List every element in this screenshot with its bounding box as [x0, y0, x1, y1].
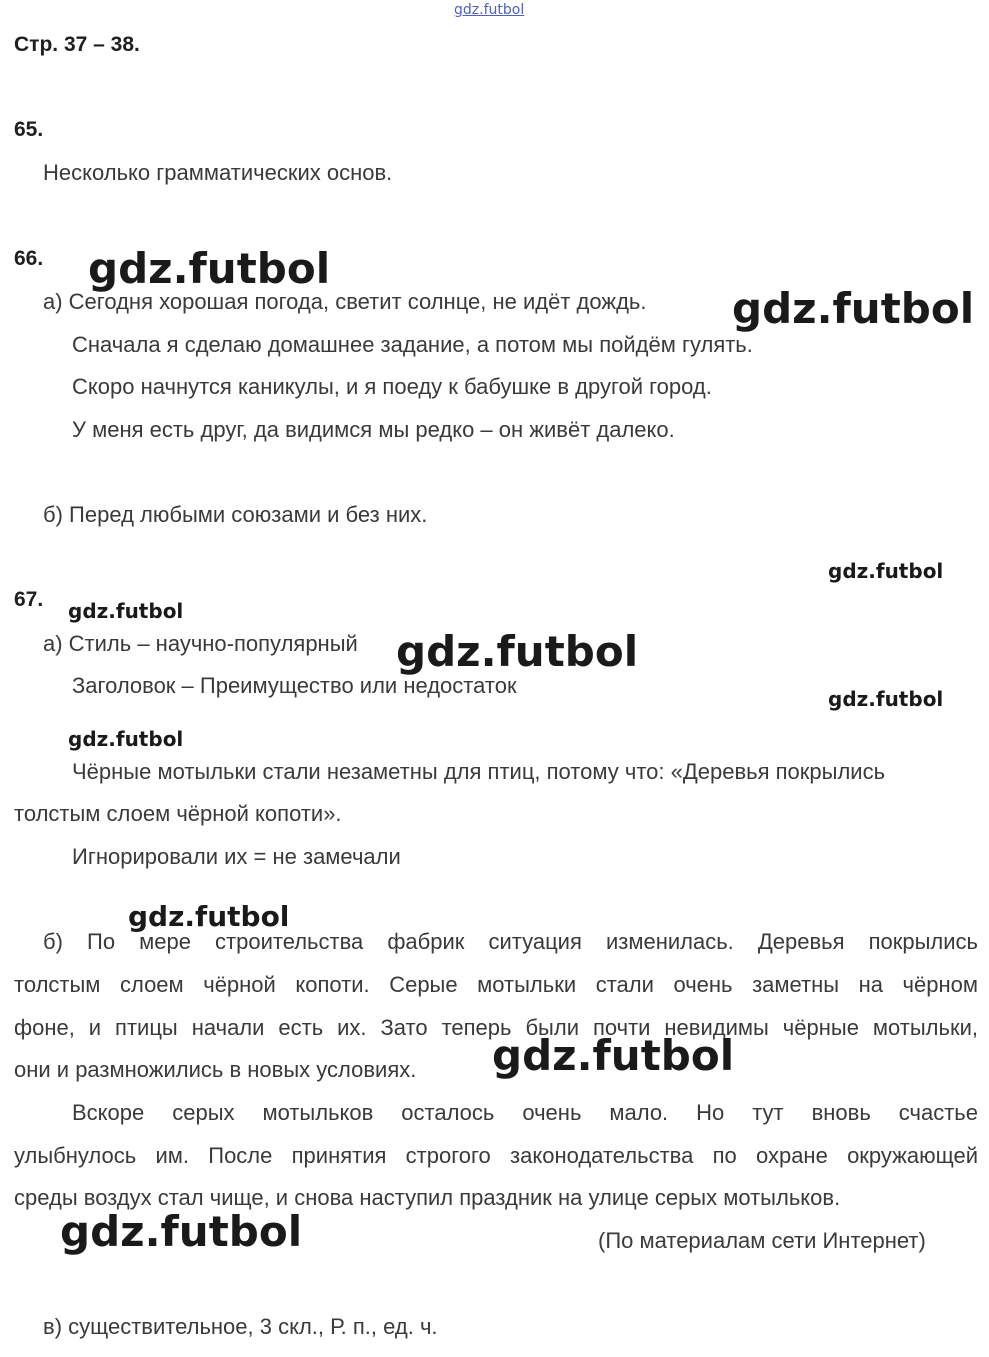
- exercise-67-number: 67.: [14, 588, 44, 611]
- watermark-small: gdz.futbol: [828, 559, 944, 583]
- exercise-67-paragraph-1-line-1: Чёрные мотыльки стали незаметны для птиц, потому что: «Деревья покрылись: [72, 759, 886, 784]
- exercise-67-a-title: Заголовок – Преимущество или недостаток: [72, 673, 517, 698]
- watermark-top-link: gdz.futbol: [454, 2, 525, 18]
- watermark-large: gdz.futbol: [396, 627, 639, 676]
- exercise-66-a-line-4: У меня есть друг, да видимся мы редко – он живёт далеко.: [72, 417, 675, 442]
- exercise-67-b-line-1: б) По мере строительства фабрик ситуация изменилась. Деревья покрылись: [43, 929, 978, 954]
- exercise-67-b-line-4: они и размножились в новых условиях.: [14, 1057, 417, 1082]
- exercise-67-paragraph-2-line-2: улыбнулось им. После принятия строгого законодательства по охране окружающей: [14, 1143, 978, 1168]
- exercise-66-number: 66.: [14, 247, 44, 270]
- page-reference: Стр. 37 – 38.: [14, 33, 140, 56]
- exercise-67-paragraph-1-line-2: толстым слоем чёрной копоти».: [14, 801, 342, 826]
- watermark-small: gdz.futbol: [828, 687, 944, 711]
- watermark-large: gdz.futbol: [732, 284, 975, 333]
- exercise-67-a-style: а) Стиль – научно-популярный: [43, 631, 358, 656]
- watermark-small: gdz.futbol: [68, 727, 184, 751]
- exercise-66-b: б) Перед любыми союзами и без них.: [43, 502, 428, 527]
- exercise-65-number: 65.: [14, 118, 44, 141]
- watermark-small: gdz.futbol: [128, 900, 290, 933]
- exercise-67-paragraph-2-line-3: среды воздух стал чище, и снова наступил праздник на улице серых мотыльков.: [14, 1185, 841, 1210]
- watermark-large: gdz.futbol: [88, 244, 331, 293]
- exercise-66-a-line-3: Скоро начнутся каникулы, и я поеду к бабушке в другой город.: [72, 374, 712, 399]
- exercise-66-a-line-1: а) Сегодня хорошая погода, светит солнце, не идёт дождь.: [43, 289, 647, 314]
- exercise-67-ignored-note: Игнорировали их = не замечали: [72, 844, 401, 869]
- exercise-67-source-note: (По материалам сети Интернет): [598, 1228, 926, 1253]
- exercise-67-b-line-3: фоне, и птицы начали есть их. Зато теперь были почти невидимы чёрные мотыльки,: [14, 1015, 978, 1040]
- exercise-67-v: в) существительное, 3 скл., Р. п., ед. ч.: [43, 1314, 438, 1339]
- exercise-66-a-line-2: Сначала я сделаю домашнее задание, а потом мы пойдём гулять.: [72, 332, 753, 357]
- watermark-large: gdz.futbol: [60, 1207, 303, 1256]
- watermark-large: gdz.futbol: [492, 1031, 735, 1080]
- exercise-67-paragraph-2-line-1: Вскоре серых мотыльков осталось очень мало. Но тут вновь счастье: [72, 1100, 978, 1125]
- watermark-small: gdz.futbol: [68, 599, 184, 623]
- exercise-67-b-line-2: толстым слоем чёрной копоти. Серые мотыльки стали очень заметны на чёрном: [14, 972, 978, 997]
- exercise-65-answer: Несколько грамматических основ.: [43, 160, 393, 185]
